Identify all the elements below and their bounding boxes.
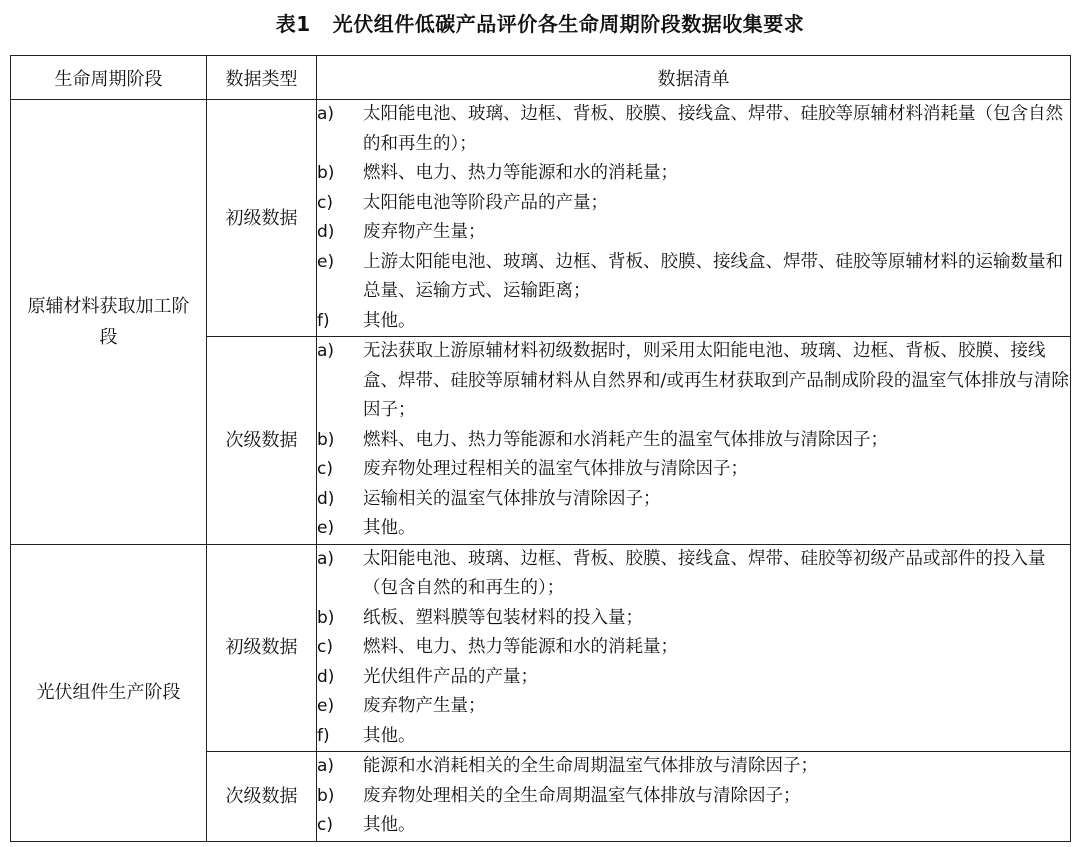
item-label: e) <box>317 251 335 272</box>
item-label: d) <box>317 666 335 687</box>
data-type-cell: 次级数据 <box>207 752 317 842</box>
data-list-cell <box>317 544 1071 752</box>
table-title <box>0 8 1080 40</box>
item-text: 废弃物产生量； <box>363 222 486 242</box>
list-item <box>317 337 1070 426</box>
list-item <box>317 514 1070 544</box>
list-item <box>317 307 1070 337</box>
item-text: 光伏组件产品的产量； <box>363 666 538 687</box>
item-text: 太阳能电池等阶段产品的产量； <box>363 192 608 213</box>
data-list-cell <box>317 100 1071 337</box>
data-type-cell: 初级数据 <box>207 544 317 752</box>
item-label: e) <box>317 518 335 538</box>
data-type-cell: 次级数据 <box>207 337 317 545</box>
item-text: 燃料、电力、热力等能源和水的消耗量； <box>363 163 678 183</box>
table-number: 表1 <box>275 12 311 36</box>
list-item <box>317 633 1070 663</box>
item-label: b) <box>317 163 335 183</box>
item-label: f) <box>317 725 330 746</box>
item-label: e) <box>317 696 335 716</box>
list-item <box>317 159 1070 189</box>
table-row <box>11 100 1071 337</box>
header-row <box>11 56 1071 100</box>
item-label: f) <box>317 310 330 331</box>
list-item <box>317 218 1070 248</box>
list-item <box>317 545 1070 604</box>
data-list-cell <box>317 752 1071 842</box>
header-data-type: 数据类型 <box>207 56 317 100</box>
item-text: 废弃物处理相关的全生命周期温室气体排放与清除因子； <box>363 785 801 806</box>
list-item <box>317 752 1070 782</box>
header-stage: 生命周期阶段 <box>11 56 207 100</box>
item-text: 太阳能电池、玻璃、边框、背板、胶膜、接线盒、焊带、硅胶等原辅材料消耗量（包含自然的和再生的）； <box>363 104 1063 154</box>
list-item <box>317 426 1070 456</box>
list-item <box>317 692 1070 722</box>
item-text: 能源和水消耗相关的全生命周期温室气体排放与清除因子； <box>363 756 818 776</box>
data-type-cell: 初级数据 <box>207 100 317 337</box>
item-text: 无法获取上游原辅材料初级数据时，则采用太阳能电池、玻璃、边框、背板、胶膜、接线盒、焊带、硅胶等原辅材料从自然界和/或再生材获取到产品制成阶段的温室气体排放与清除因子； <box>363 341 1069 420</box>
item-label: d) <box>317 222 335 242</box>
list-item <box>317 604 1070 634</box>
item-label: c) <box>317 459 333 479</box>
list-item <box>317 248 1070 307</box>
data-requirements-table <box>10 55 1071 842</box>
item-label: c) <box>317 637 333 657</box>
item-text: 燃料、电力、热力等能源和水的消耗量； <box>363 637 678 657</box>
item-text: 废弃物处理过程相关的温室气体排放与清除因子； <box>363 459 748 479</box>
data-list-cell <box>317 337 1071 545</box>
list-item <box>317 811 1070 841</box>
stage-cell: 光伏组件生产阶段 <box>11 544 207 841</box>
item-text: 燃料、电力、热力等能源和水消耗产生的温室气体排放与清除因子； <box>363 429 888 450</box>
item-text: 其他。 <box>363 815 416 835</box>
list-item <box>317 722 1070 752</box>
item-text: 纸板、塑料膜等包装材料的投入量； <box>363 607 643 628</box>
list-item <box>317 100 1070 159</box>
item-label: c) <box>317 192 333 213</box>
item-text: 其他。 <box>363 725 416 746</box>
list-item <box>317 663 1070 693</box>
table-row <box>11 544 1071 752</box>
item-text: 废弃物产生量； <box>363 696 486 716</box>
item-label: d) <box>317 488 335 509</box>
item-text: 上游太阳能电池、玻璃、边框、背板、胶膜、接线盒、焊带、硅胶等原辅材料的运输数量和总量、运输方式、运输距离； <box>363 251 1063 301</box>
item-text: 其他。 <box>363 310 416 331</box>
header-data-list: 数据清单 <box>317 56 1071 100</box>
item-label: c) <box>317 815 333 835</box>
item-label: a) <box>317 341 335 361</box>
item-text: 其他。 <box>363 518 416 538</box>
item-label: a) <box>317 756 335 776</box>
list-item <box>317 455 1070 485</box>
item-label: a) <box>317 548 335 569</box>
item-text: 太阳能电池、玻璃、边框、背板、胶膜、接线盒、焊带、硅胶等初级产品或部件的投入量（包含自然的和再生的）； <box>363 548 1046 598</box>
item-label: b) <box>317 607 335 628</box>
list-item <box>317 485 1070 515</box>
item-text: 运输相关的温室气体排放与清除因子； <box>363 488 661 509</box>
item-label: b) <box>317 429 335 450</box>
list-item <box>317 782 1070 812</box>
list-item <box>317 189 1070 219</box>
item-label: a) <box>317 104 335 124</box>
stage-cell: 原辅材料获取加工阶段 <box>11 100 207 545</box>
item-label: b) <box>317 785 335 806</box>
table-title-text: 光伏组件低碳产品评价各生命周期阶段数据收集要求 <box>332 12 805 36</box>
